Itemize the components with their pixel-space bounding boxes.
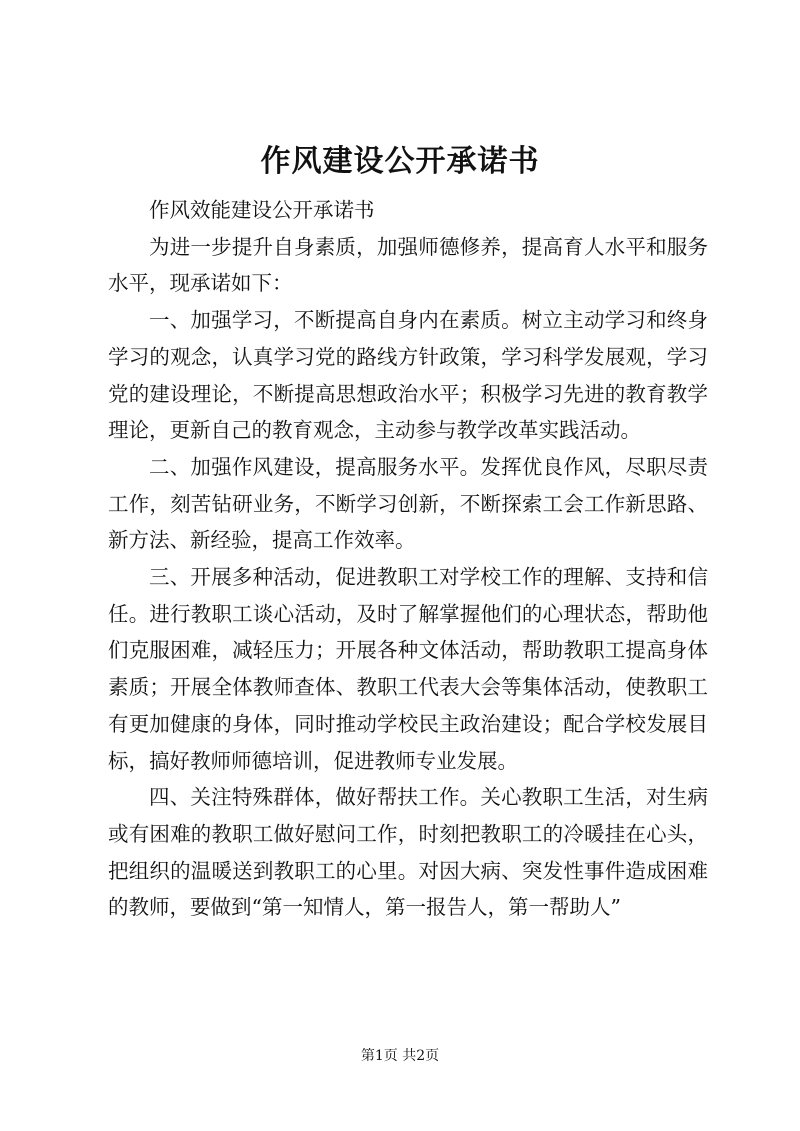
paragraph-item-4: 四、关注特殊群体，做好帮扶工作。关心教职工生活，对生病或有困难的教职工做好慰问工作，时刻把教职工的冷暖挂在心头，把组织的温暖送到教职工的心里。对因大病、突发性事件造成困难的教师，要做到“第一知情人，第一报告人，第一帮助人” bbox=[108, 785, 708, 920]
page-number-footer: 第1页 共2页 bbox=[360, 1048, 440, 1064]
paragraph-item-1: 一、加强学习，不断提高自身内在素质。树立主动学习和终身学习的观念，认真学习党的路线方针政策，学习科学发展观，学习党的建设理论，不断提高思想政治水平；积极学习先进的教育教学理论，更新自己的教育观念，主动参与教学改革实践活动。 bbox=[108, 308, 708, 443]
paragraph-item-3: 三、开展多种活动，促进教职工对学校工作的理解、支持和信任。进行教职工谈心活动，及时了解掌握他们的心理状态，帮助他们克服困难，减轻压力；开展各种文体活动，帮助教职工提高身体素质；开展全体教师查体、教职工代表大会等集体活动，使教职工有更加健康的身体，同时推动学校民主政治建设；配合学校发展目标，搞好教师师德培训，促进教师专业发展。 bbox=[108, 565, 708, 773]
document-title: 作风建设公开承诺书 bbox=[260, 144, 540, 179]
paragraph-intro: 为进一步提升自身素质，加强师德修养，提高育人水平和服务水平，现承诺如下： bbox=[108, 234, 708, 296]
paragraph-item-2: 二、加强作风建设，提高服务水平。发挥优良作风，尽职尽责工作，刻苦钻研业务，不断学习创新，不断探索工会工作新思路、新方法、新经验，提高工作效率。 bbox=[108, 454, 708, 553]
document-body bbox=[108, 192, 708, 926]
document-subtitle: 作风效能建设公开承诺书 bbox=[149, 198, 375, 222]
